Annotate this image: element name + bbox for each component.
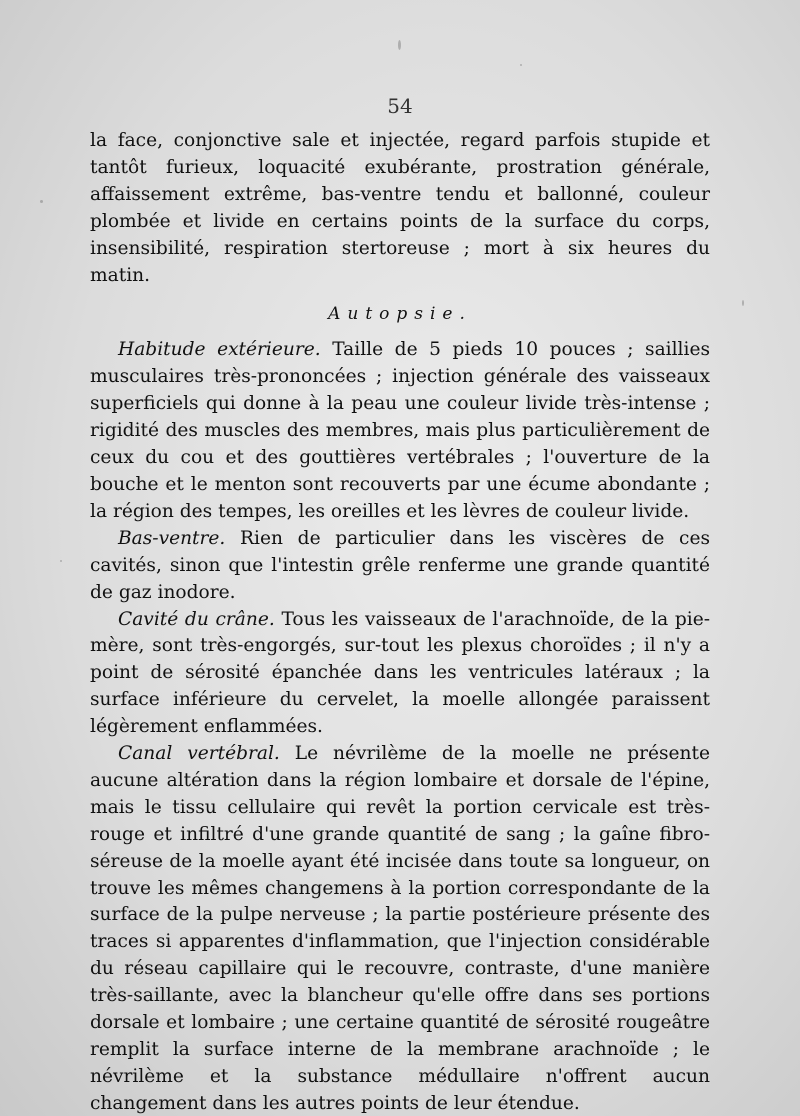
paragraph-text: Tous les vaisseaux de l'arachnoïde, de la pie-mère, sont très-engorgés, sur-tout les plexus choroïdes ; il n'y a point de sérosité épanchée dans les ventricules latéraux ; la surface inférieure du cervelet, la moelle allongée paraissent légèrement enflammées.: [90, 608, 710, 738]
paragraph-lead: Bas-ventre.: [118, 527, 226, 549]
scan-speck: [60, 560, 62, 562]
paragraph-habitude-exterieure: [90, 337, 710, 525]
paragraph-canal-vertebral: [90, 741, 710, 1116]
paragraph-lead: Cavité du crâne.: [118, 608, 275, 630]
paragraph-lead: Canal vertébral.: [118, 743, 280, 765]
page-number: 54: [387, 94, 413, 118]
scan-speck: [40, 200, 43, 203]
intro-paragraph: la face, conjonctive sale et injectée, regard parfois stupide et tantôt furieux, loquacité exubérante, prostration générale, affaissement extrême, bas-ventre tendu et ballonné, couleur plombée et livide en certains points de la surface du corps, insensibilité, respiration stertoreuse ; mort à six heures du matin.: [90, 130, 710, 286]
section-title: Autopsie.: [328, 304, 472, 325]
body-text: [90, 128, 710, 1116]
paragraph-text: Taille de 5 pieds 10 pouces ; saillies musculaires très-prononcées ; injection générale des vaisseaux superficiels qui donne à la peau une couleur livide très-intense ; rigidité des muscles des membres, mais plus particulièrement de ceux du cou et des gouttières vertébrales ; l'ouverture de la bouche et le menton sont recouverts par une écume abondante ; la région des tempes, les oreilles et les lèvres de couleur livide.: [90, 339, 710, 522]
paragraph-text: Le névrilème de la moelle ne présente aucune altération dans la région lombaire et dorsale de l'épine, mais le tissu cellulaire qui revêt la portion cervicale est très-rouge et infiltré d'une grande quantité de sang ; la gaîne fibro-séreuse de la moelle ayant été incisée dans toute sa longueur, on trouve les mêmes changemens à la portion correspondante de la surface de la pulpe nerveuse ; la partie postérieure présente des traces si apparentes d'inflammation, que l'injection considérable du réseau capillaire qui le recouvre, contraste, d'une manière très-saillante, avec la blancheur qu'elle offre dans ses portions dorsale et lombaire ; une certaine quantité de sérosité rougeâtre remplit la surface interne de la membrane arachnoïde ; le névrilème et la substance médullaire n'offrent aucun changement dans les autres points de leur étendue.: [90, 743, 710, 1114]
paragraph-lead: Habitude extérieure.: [118, 339, 321, 361]
scan-speck: [398, 40, 401, 50]
scan-speck: [520, 64, 522, 66]
paragraph-cavite-du-crane: [90, 607, 710, 742]
paragraph-text: Rien de particulier dans les viscères de ces cavités, sinon que l'intestin grêle renferme une grande quantité de gaz inodore.: [90, 527, 710, 603]
paragraph-bas-ventre: [90, 526, 710, 607]
scan-speck: [742, 300, 744, 306]
